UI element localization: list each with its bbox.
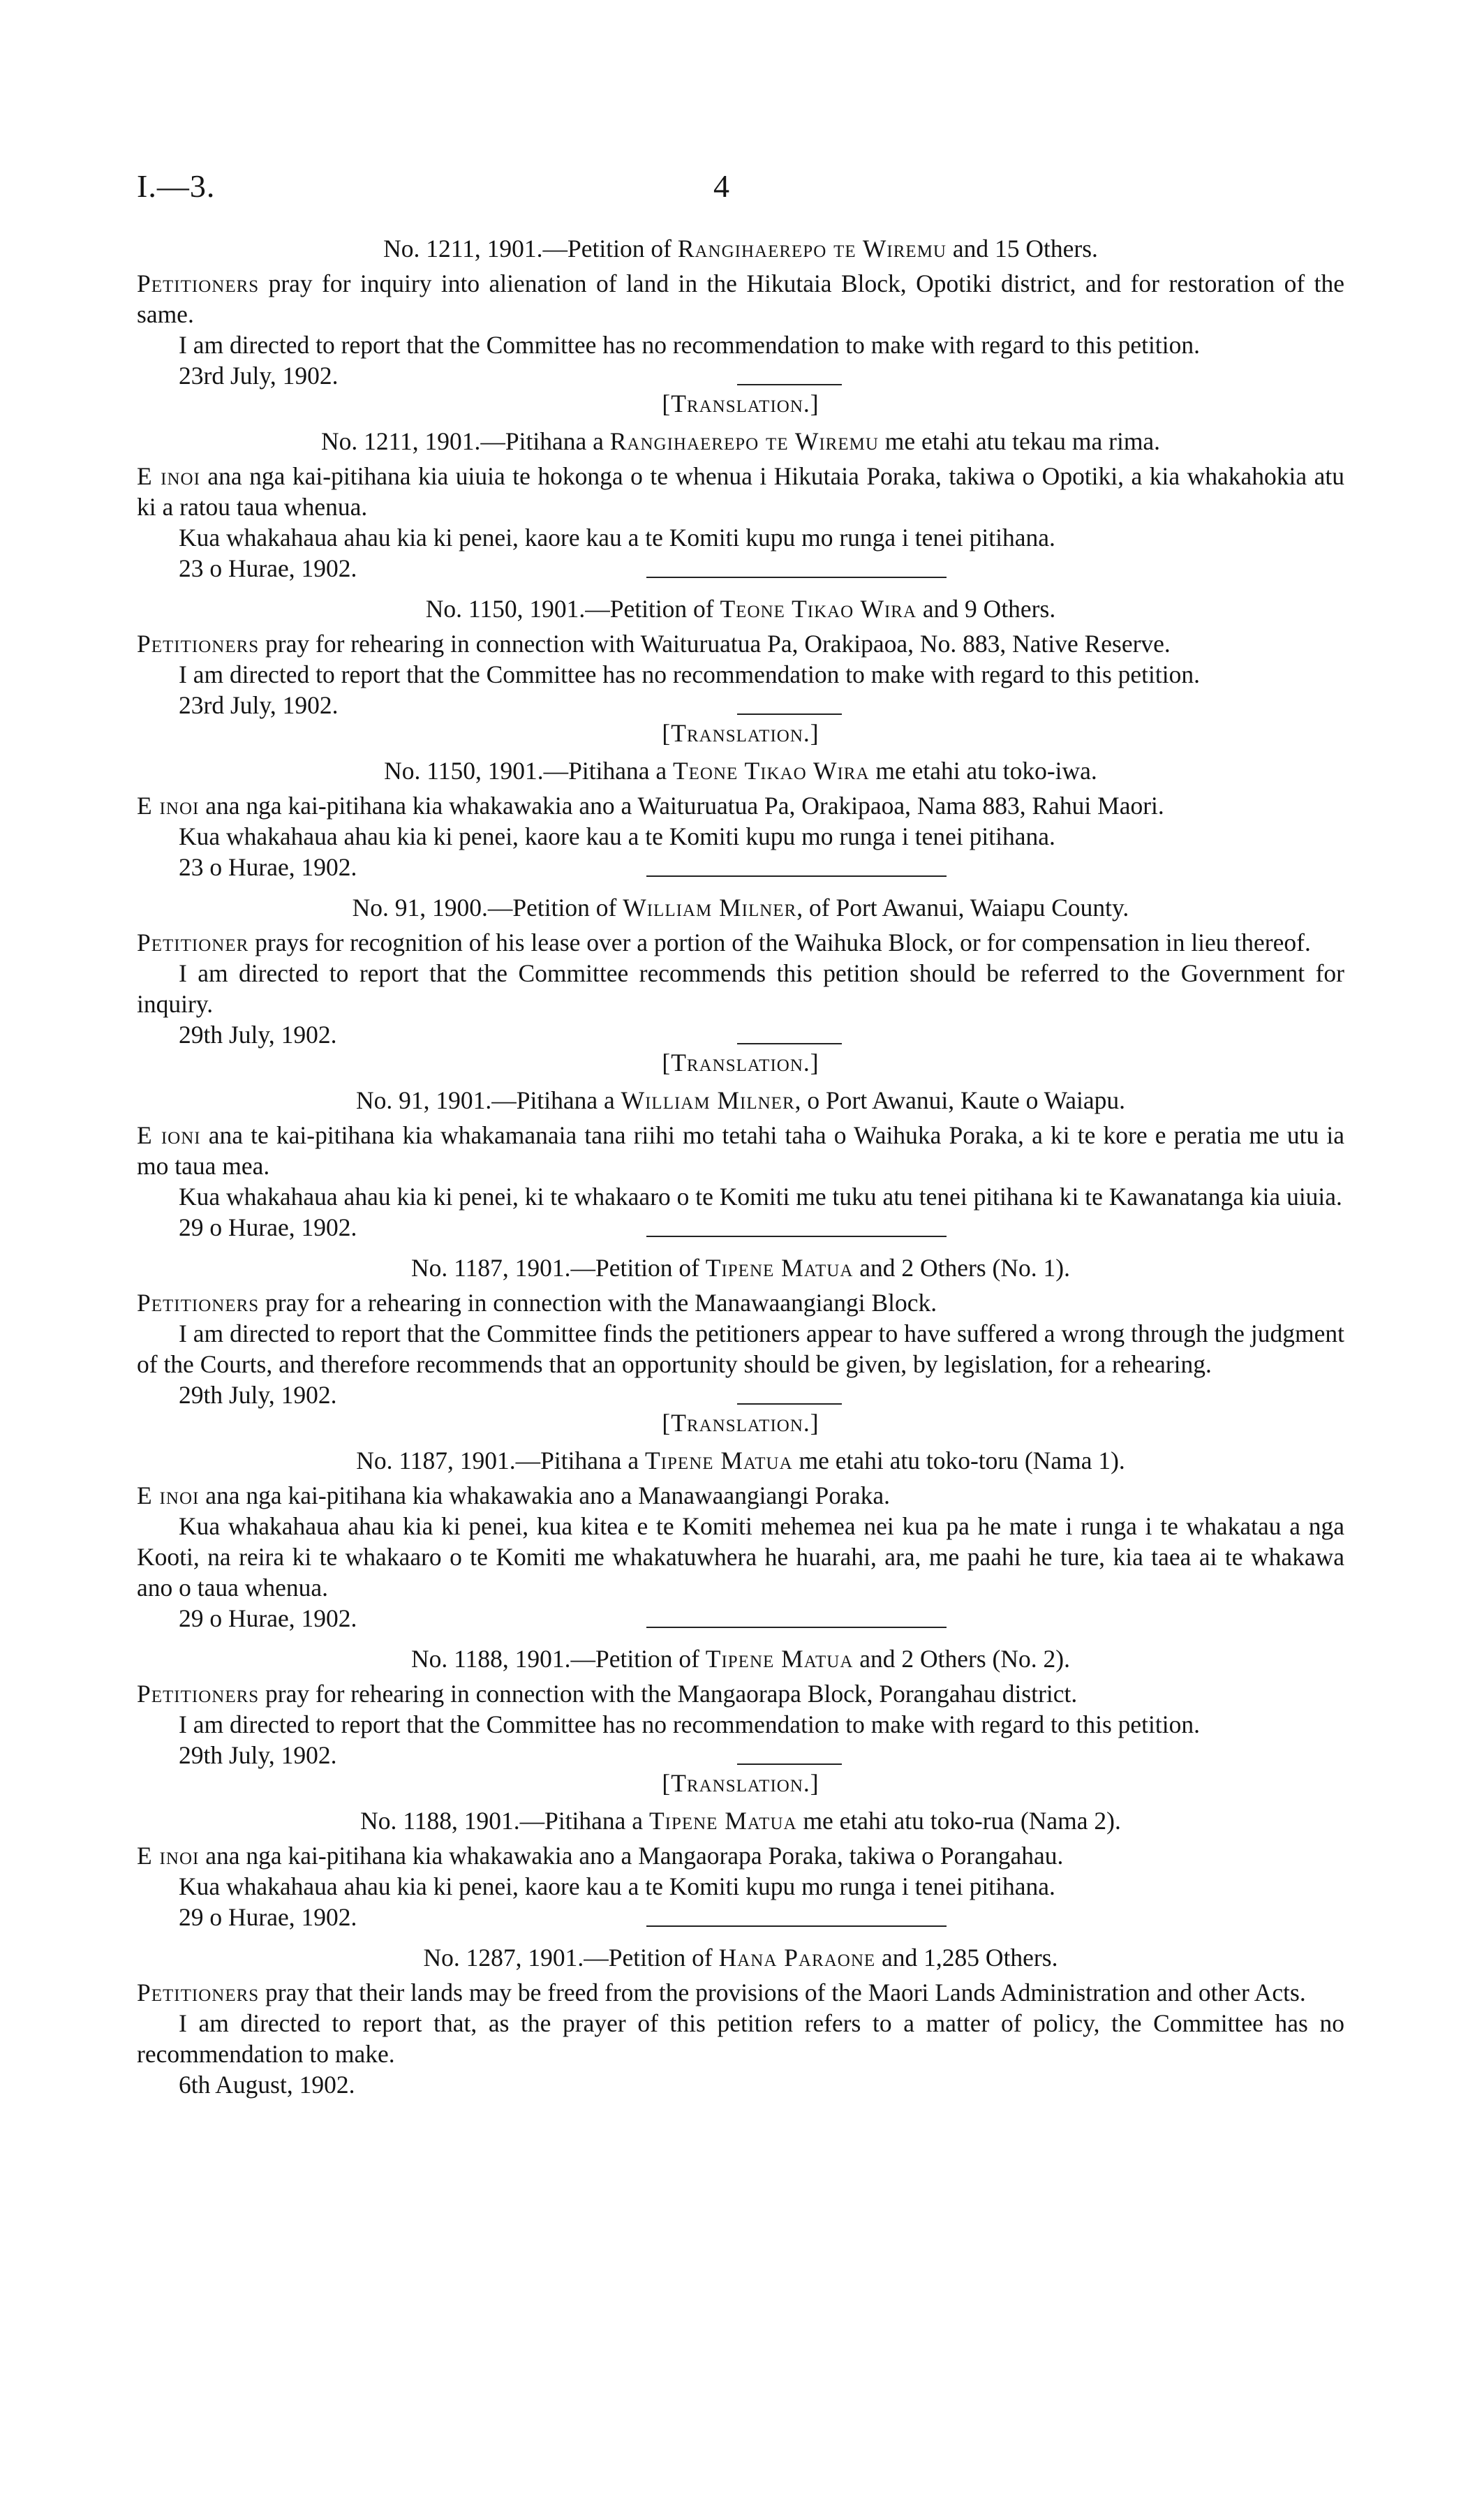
petitioner-name: William Milner [623,894,797,922]
petitioner-name: Tipene Matua [705,1254,854,1282]
translation-date: 29 o Hurae, 1902. [179,1604,357,1632]
translation-heading: [Translation.] [662,390,819,417]
translation-report: Kua whakahaua ahau kia ki penei, kaore kau a te Komiti kupu mo runga i tenei pitihana. [179,822,1055,850]
petitioner-name: Tipene Matua [705,1645,854,1673]
committee-report: I am directed to report that the Committee finds the petitioners appear to have suffered a wrong through the judgment of the Courts, and therefore recommends that an opportunity should be given, by legislation, for a rehearing. [137,1319,1344,1378]
committee-report: I am directed to report that, as the prayer of this petition refers to a matter of policy, the Committee has no recommendation to make. [137,2009,1344,2068]
petition-prayer: Petitioners pray for rehearing in connection with the Mangaorapa Block, Porangahau district. [137,1680,1078,1708]
report-date: 6th August, 1902. [179,2071,355,2099]
translation-date: 29 o Hurae, 1902. [179,1213,357,1241]
translation-title: No. 1187, 1901.—Pitihana a Tipene Matua me etahi atu toko-toru (Nama 1). [356,1447,1125,1474]
translation-date: 29 o Hurae, 1902. [179,1903,357,1931]
committee-report: I am directed to report that the Committee has no recommendation to make with regard to this petition. [179,331,1200,359]
translation-title: No. 1188, 1901.—Pitihana a Tipene Matua me etahi atu toko-rua (Nama 2). [360,1807,1121,1835]
translation-heading: [Translation.] [662,1049,819,1077]
petition-title: No. 1287, 1901.—Petition of Hana Paraone and 1,285 Others. [423,1944,1058,1972]
translation-title: No. 1211, 1901.—Pitihana a Rangihaerepo te Wiremu me etahi atu tekau ma rima. [320,427,1161,455]
translation-heading: [Translation.] [662,1409,819,1437]
petition-entry [137,1643,1344,1931]
translation-prayer: E inoi ana nga kai-pitihana kia whakawakia ano a Mangaorapa Poraka, takiwa o Porangahau. [137,1842,1064,1870]
entry-separator [646,577,947,578]
petitioner-name: Rangihaerepo te Wiremu [677,235,947,262]
translation-title: No. 91, 1901.—Pitihana a William Milner, o Port Awanui, Kaute o Waiapu. [355,1086,1126,1114]
report-date: 29th July, 1902. [179,1021,337,1049]
committee-report: I am directed to report that the Committee recommends this petition should be referred to the Government for inquiry. [137,959,1344,1018]
entry-separator [646,1236,947,1237]
translation-report: Kua whakahaua ahau kia ki penei, kaore kau a te Komiti kupu mo runga i tenei pitihana. [179,524,1055,552]
petition-prayer: Petitioners pray for inquiry into alienation of land in the Hikutaia Block, Opotiki district, and for restoration of the same. [137,269,1344,328]
petition-prayer: Petitioners pray that their lands may be freed from the provisions of the Maori Lands Administration and other Acts. [137,1979,1306,2006]
petition-title: No. 1150, 1901.—Petition of Teone Tikao Wira and 9 Others. [425,595,1056,623]
petition-entry [137,233,1344,582]
translation-date: 23 o Hurae, 1902. [179,554,357,582]
petition-entry [137,1252,1344,1632]
short-rule [737,713,842,715]
committee-report: I am directed to report that the Committee has no recommendation to make with regard to this petition. [179,1710,1200,1738]
petition-prayer: Petitioners pray for rehearing in connection with Waituruatua Pa, Orakipaoa, No. 883, Native Reserve. [137,630,1171,658]
petition-entry [137,1942,1344,2100]
report-date: 23rd July, 1902. [179,362,339,390]
translation-report: Kua whakahaua ahau kia ki penei, kua kitea e te Komiti mehemea nei kua pa he mate i runga i te whakatau a nga Kooti, na reira ki te whakaaro o te Komiti me whakatuwhera he huarahi, ara, me paahi he ture, kia taea ai te whakawa ano o taua whenua. [137,1512,1344,1602]
translation-title: No. 1150, 1901.—Pitihana a Teone Tikao Wira me etahi atu toko-iwa. [384,757,1097,785]
petitioner-name: Hana Paraone [718,1944,876,1972]
translation-prayer: E inoi ana nga kai-pitihana kia whakawakia ano a Waituruatua Pa, Orakipaoa, Nama 883, Rahui Maori. [137,792,1164,820]
translation-report: Kua whakahaua ahau kia ki penei, kaore kau a te Komiti kupu mo runga i tenei pitihana. [179,1872,1055,1900]
petition-prayer: Petitioners pray for a rehearing in connection with the Manawaangiangi Block. [137,1289,937,1317]
entry-separator [646,1925,947,1927]
translation-report: Kua whakahaua ahau kia ki penei, ki te whakaaro o te Komiti me tuku atu tenei pitihana ki te Kawanatanga kia uiuia. [179,1183,1342,1211]
entry-separator [646,875,947,877]
petitioner-name: Teone Tikao Wira [720,595,917,623]
translation-prayer: E ioni ana te kai-pitihana kia whakamanaia tana riihi mo tetahi taha o Waihuka Poraka, a ki te kore e peratia me utu ia mo taua mea. [137,1121,1344,1180]
petition-title: No. 1187, 1901.—Petition of Tipene Matua and 2 Others (No. 1). [411,1254,1070,1282]
petition-reports [137,233,1344,2100]
petition-prayer: Petitioner prays for recognition of his lease over a portion of the Waihuka Block, or for compensation in lieu thereof. [137,929,1311,956]
page-number: 4 [713,168,729,204]
petition-entry [137,892,1344,1241]
entry-separator [646,1627,947,1628]
report-date: 23rd July, 1902. [179,691,339,719]
petition-title: No. 1211, 1901.—Petition of Rangihaerepo te Wiremu and 15 Others. [383,235,1098,262]
translation-prayer: E inoi ana nga kai-pitihana kia uiuia te hokonga o te whenua i Hikutaia Poraka, takiwa o Opotiki, a kia whakahokia atu ki a ratou taua whenua. [137,462,1344,521]
parliamentary-paper-reference: I.—3. [137,168,216,204]
petition-entry [137,593,1344,881]
translation-heading: [Translation.] [662,719,819,747]
translation-date: 23 o Hurae, 1902. [179,853,357,881]
short-rule [737,1763,842,1765]
translation-heading: [Translation.] [662,1769,819,1797]
report-date: 29th July, 1902. [179,1741,337,1769]
short-rule [737,1403,842,1405]
petition-title: No. 91, 1900.—Petition of William Milner, of Port Awanui, Waiapu County. [352,894,1129,922]
short-rule [737,384,842,385]
short-rule [737,1043,842,1044]
translation-prayer: E inoi ana nga kai-pitihana kia whakawakia ano a Manawaangiangi Poraka. [137,1481,890,1509]
committee-report: I am directed to report that the Committee has no recommendation to make with regard to this petition. [179,660,1200,688]
petition-title: No. 1188, 1901.—Petition of Tipene Matua and 2 Others (No. 2). [411,1645,1070,1673]
report-date: 29th July, 1902. [179,1381,337,1409]
